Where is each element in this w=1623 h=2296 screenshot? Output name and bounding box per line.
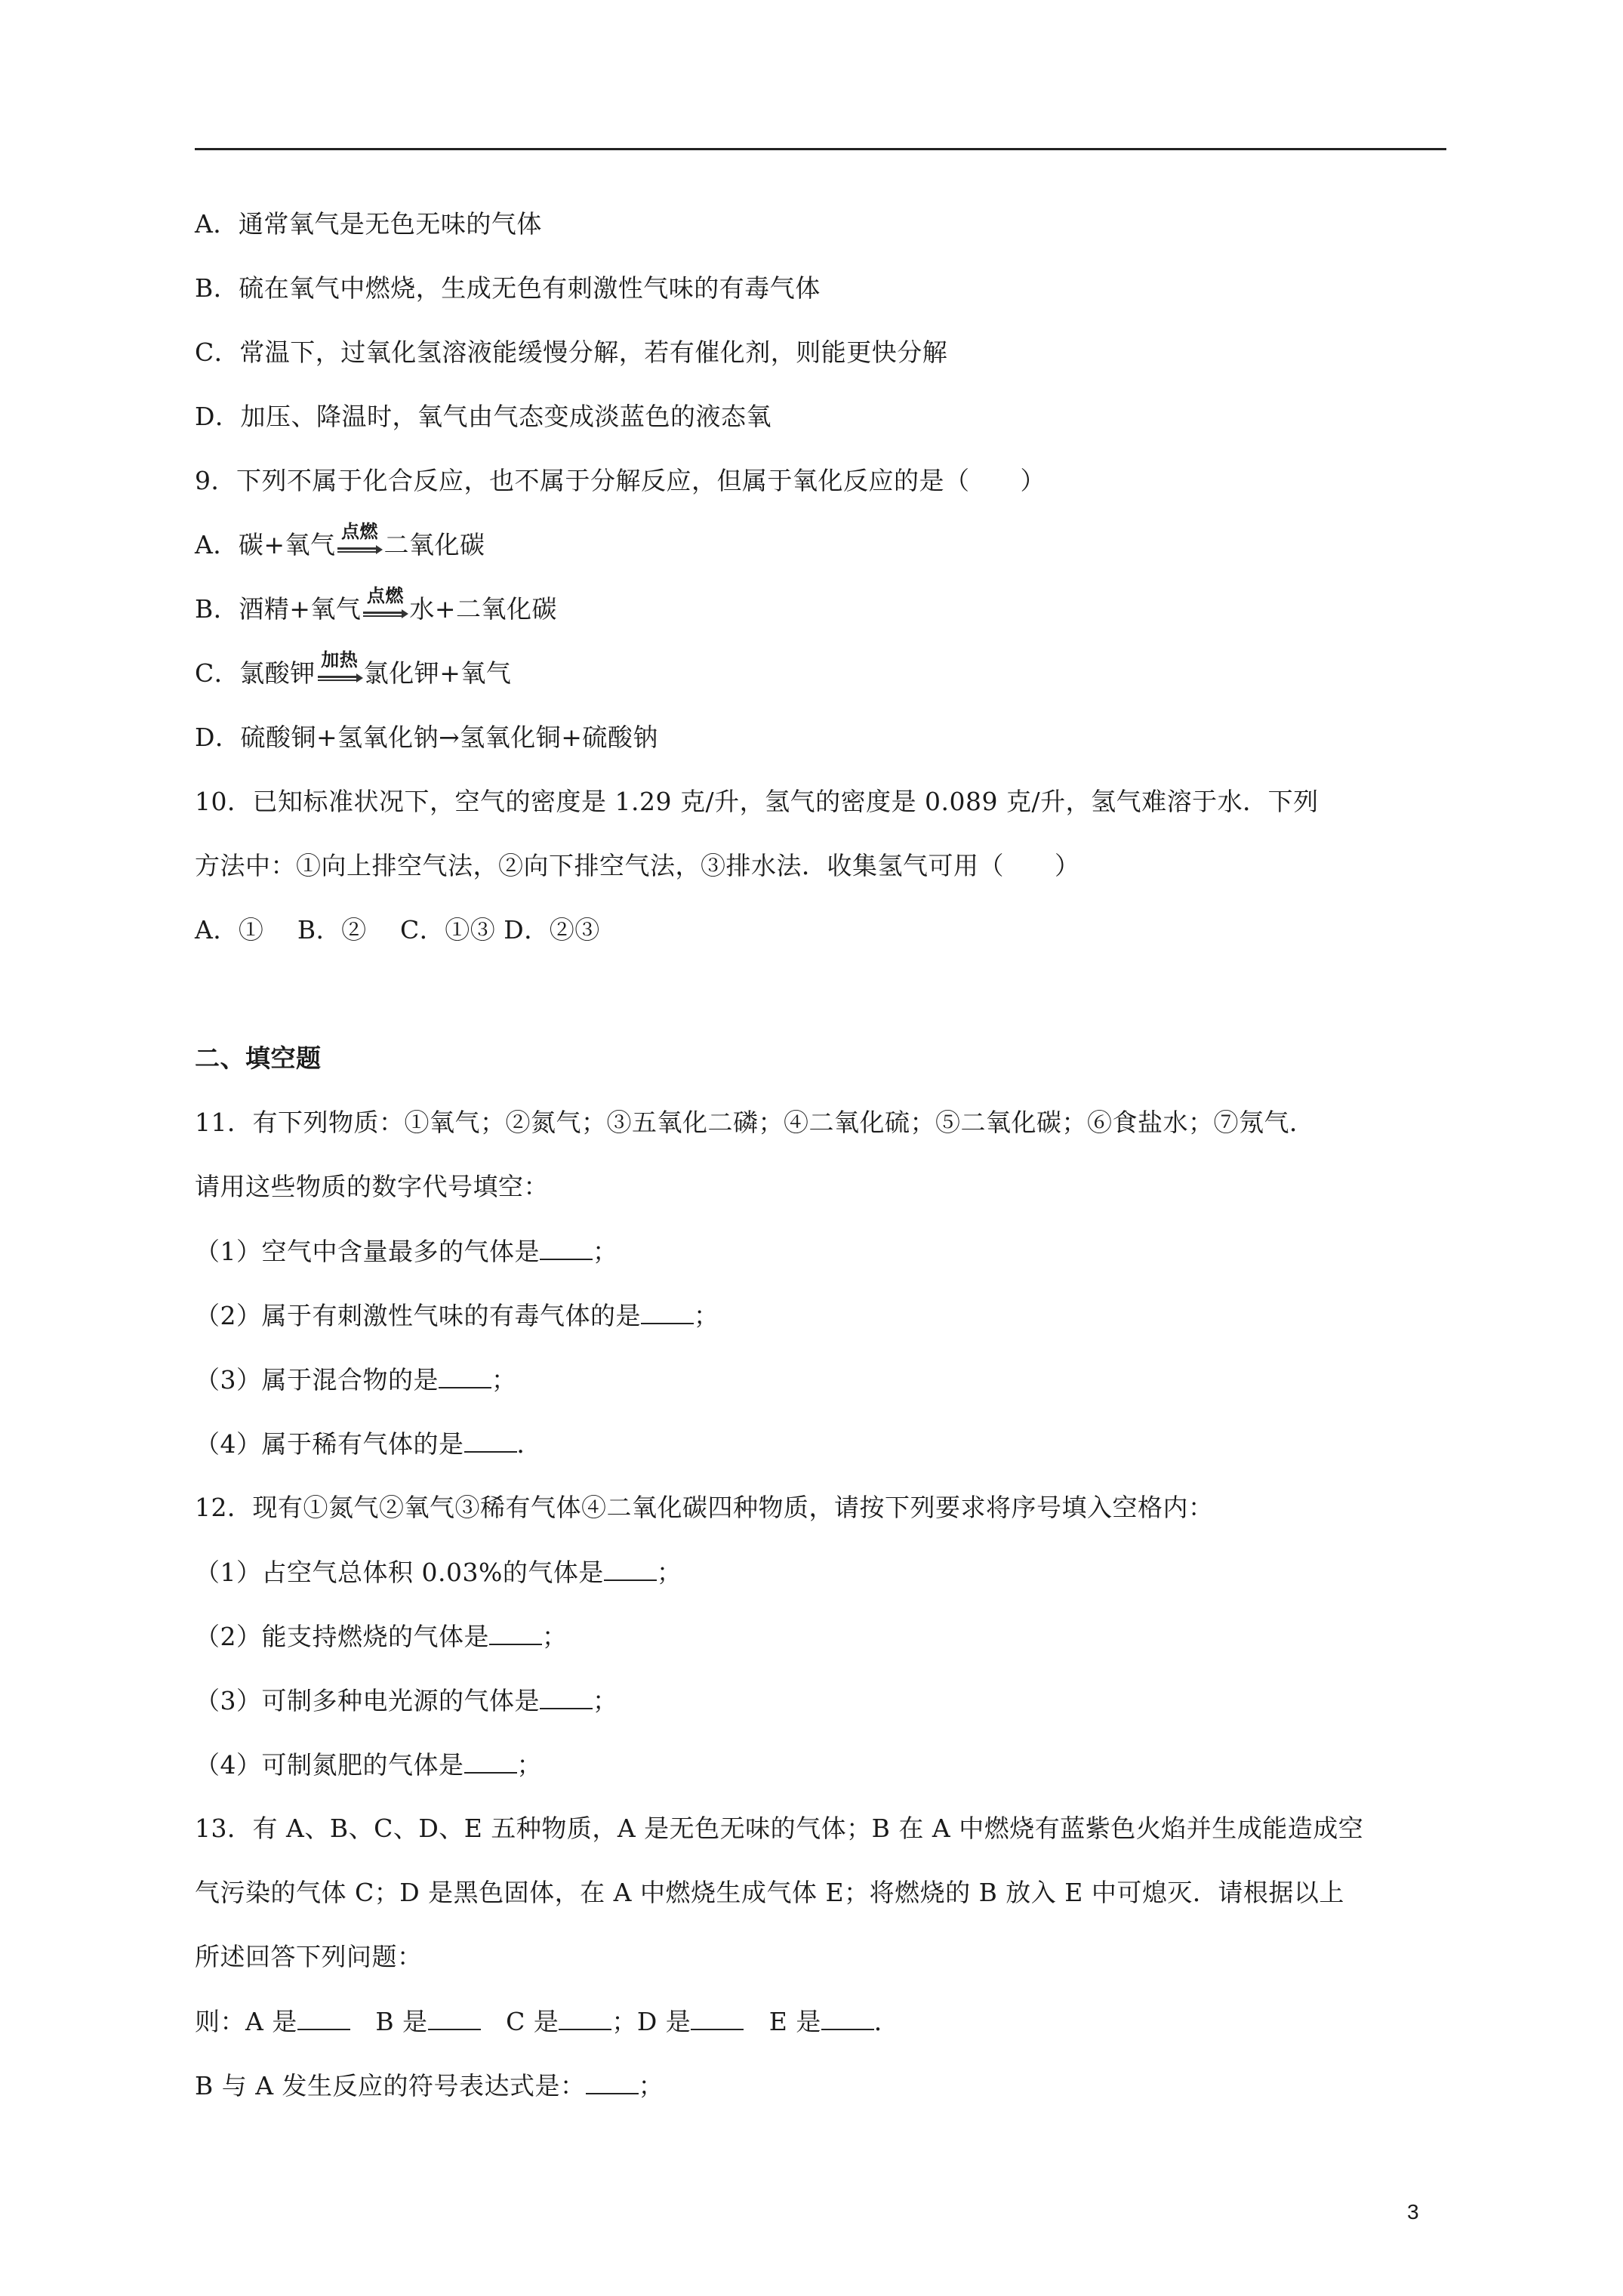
q13-last-end: ； bbox=[638, 2071, 664, 2100]
q9-a-products: 二氧化碳 bbox=[383, 530, 485, 559]
q8-option-a: A．通常氧气是无色无味的气体 bbox=[195, 209, 542, 239]
q11-part-1-text: （1）空气中含量最多的气体是 bbox=[195, 1237, 540, 1266]
q12-part-3 bbox=[195, 1685, 618, 1716]
q9-stem: 9．下列不属于化合反应，也不属于分解反应，但属于氧化反应的是（ ） bbox=[195, 466, 1046, 495]
q11-part-4-text: （4）属于稀有气体的是 bbox=[195, 1429, 464, 1459]
q9-option-a bbox=[195, 521, 485, 560]
answer-blank[interactable] bbox=[464, 1428, 517, 1453]
q12-part-3-end: ； bbox=[593, 1686, 618, 1715]
q9-b-products: 水+二氧化碳 bbox=[409, 594, 558, 624]
q12-part-4-end: ； bbox=[516, 1750, 542, 1780]
answer-blank[interactable] bbox=[464, 1749, 517, 1774]
q9-option-d: D．硫酸铜+氢氧化钠→氢氧化铜+硫酸钠 bbox=[195, 723, 658, 752]
answer-blank[interactable] bbox=[540, 1685, 593, 1709]
q11-part-3-end: ； bbox=[491, 1365, 517, 1395]
answer-blank[interactable] bbox=[439, 1364, 491, 1388]
answer-blank[interactable] bbox=[559, 2006, 611, 2030]
q12-part-2-text: （2）能支持燃烧的气体是 bbox=[195, 1622, 489, 1651]
q11-part-3-text: （3）属于混合物的是 bbox=[195, 1365, 439, 1395]
q12-stem: 12．现有①氮气②氧气③稀有气体④二氧化碳四种物质，请按下列要求将序号填入空格内： bbox=[195, 1493, 1214, 1522]
condition-label: 加热 bbox=[321, 649, 359, 670]
reaction-arrow bbox=[336, 521, 383, 560]
q12-part-4-text: （4）可制氮肥的气体是 bbox=[195, 1750, 464, 1780]
reaction-arrow bbox=[362, 585, 408, 624]
q13-c-label: C 是 bbox=[506, 2007, 559, 2036]
q12-part-3-text: （3）可制多种电光源的气体是 bbox=[195, 1686, 540, 1715]
condition-label: 点燃 bbox=[366, 585, 404, 606]
q11-part-2 bbox=[195, 1300, 719, 1331]
q12-part-1 bbox=[195, 1557, 682, 1588]
reaction-arrow bbox=[316, 649, 363, 689]
q10-stem-line1: 10．已知标准状况下，空气的密度是 1.29 克/升，氢气的密度是 0.089 克/升，氢气难溶于水．下列 bbox=[195, 787, 1319, 816]
q13-a-label: 则：A 是 bbox=[195, 2007, 297, 2036]
q11-part-4-end: ． bbox=[516, 1429, 542, 1459]
q8-option-b: B．硫在氧气中燃烧，生成无色有刺激性气味的有毒气体 bbox=[195, 273, 821, 303]
q13-stem-line1: 13．有 A、B、C、D、E 五种物质，A 是无色无味的气体；B 在 A 中燃烧有蓝紫色火焰并生成能造成空 bbox=[195, 1814, 1364, 1843]
answer-blank[interactable] bbox=[540, 1236, 593, 1260]
q10-options: A．① B．② C．①③ D．②③ bbox=[195, 915, 600, 945]
q13-answers bbox=[195, 2006, 899, 2037]
answer-blank[interactable] bbox=[428, 2006, 481, 2030]
q9-a-reactants: A．碳+氧气 bbox=[195, 530, 336, 559]
answer-blank[interactable] bbox=[641, 1300, 694, 1324]
answer-blank[interactable] bbox=[821, 2006, 874, 2030]
q11-stem-line2: 请用这些物质的数字代号填空： bbox=[195, 1172, 549, 1201]
q9-option-c bbox=[195, 649, 512, 689]
q8-option-c: C．常温下，过氧化氢溶液能缓慢分解，若有催化剂，则能更快分解 bbox=[195, 337, 948, 367]
q9-c-reactants: C．氯酸钾 bbox=[195, 658, 316, 688]
q11-part-2-text: （2）属于有刺激性气味的有毒气体的是 bbox=[195, 1301, 641, 1330]
q13-d-label: ；D 是 bbox=[611, 2007, 691, 2036]
answer-blank[interactable] bbox=[489, 1621, 542, 1645]
q12-part-4 bbox=[195, 1749, 542, 1780]
answer-blank[interactable] bbox=[586, 2070, 639, 2094]
q12-part-2-end: ； bbox=[542, 1622, 568, 1651]
q11-part-1-end: ； bbox=[593, 1237, 618, 1266]
q11-part-4 bbox=[195, 1428, 542, 1459]
q11-part-1 bbox=[195, 1236, 618, 1267]
section-title: 二、填空题 bbox=[195, 1043, 322, 1073]
q13-b-label: B 是 bbox=[375, 2007, 428, 2036]
q8-option-d: D．加压、降温时，氧气由气态变成淡蓝色的液态氧 bbox=[195, 402, 771, 431]
answer-blank[interactable] bbox=[691, 2006, 744, 2030]
q11-part-2-end: ； bbox=[694, 1301, 719, 1330]
answer-blank[interactable] bbox=[604, 1557, 657, 1581]
q9-option-b bbox=[195, 585, 558, 624]
q10-stem-line2: 方法中：①向上排空气法，②向下排空气法，③排水法．收集氢气可用（ ） bbox=[195, 851, 1080, 880]
q13-last-line bbox=[195, 2070, 664, 2101]
q13-stem-line2: 气污染的气体 C；D 是黑色固体，在 A 中燃烧生成气体 E；将燃烧的 B 放入 E 中可熄灭．请根据以上 bbox=[195, 1878, 1344, 1907]
condition-label: 点燃 bbox=[340, 521, 378, 542]
page-number: 3 bbox=[1407, 2200, 1419, 2224]
q11-part-3 bbox=[195, 1364, 517, 1395]
q9-c-products: 氯化钾+氧气 bbox=[363, 658, 512, 688]
q9-b-reactants: B．酒精+氧气 bbox=[195, 594, 362, 624]
answer-blank[interactable] bbox=[297, 2006, 350, 2030]
q12-part-1-end: ； bbox=[656, 1558, 682, 1587]
q13-stem-line3: 所述回答下列问题： bbox=[195, 1942, 423, 1971]
q13-e-label: E 是 bbox=[768, 2007, 821, 2036]
q12-part-1-text: （1）占空气总体积 0.03%的气体是 bbox=[195, 1558, 604, 1587]
header-rule bbox=[195, 148, 1446, 150]
q12-part-2 bbox=[195, 1621, 568, 1652]
q13-answers-end: ． bbox=[873, 2007, 900, 2036]
q13-last-text: B 与 A 发生反应的符号表达式是： bbox=[195, 2071, 586, 2100]
q11-stem-line1: 11．有下列物质：①氧气；②氮气；③五氧化二磷；④二氧化硫；⑤二氧化碳；⑥食盐水；⑦氖气． bbox=[195, 1108, 1315, 1137]
